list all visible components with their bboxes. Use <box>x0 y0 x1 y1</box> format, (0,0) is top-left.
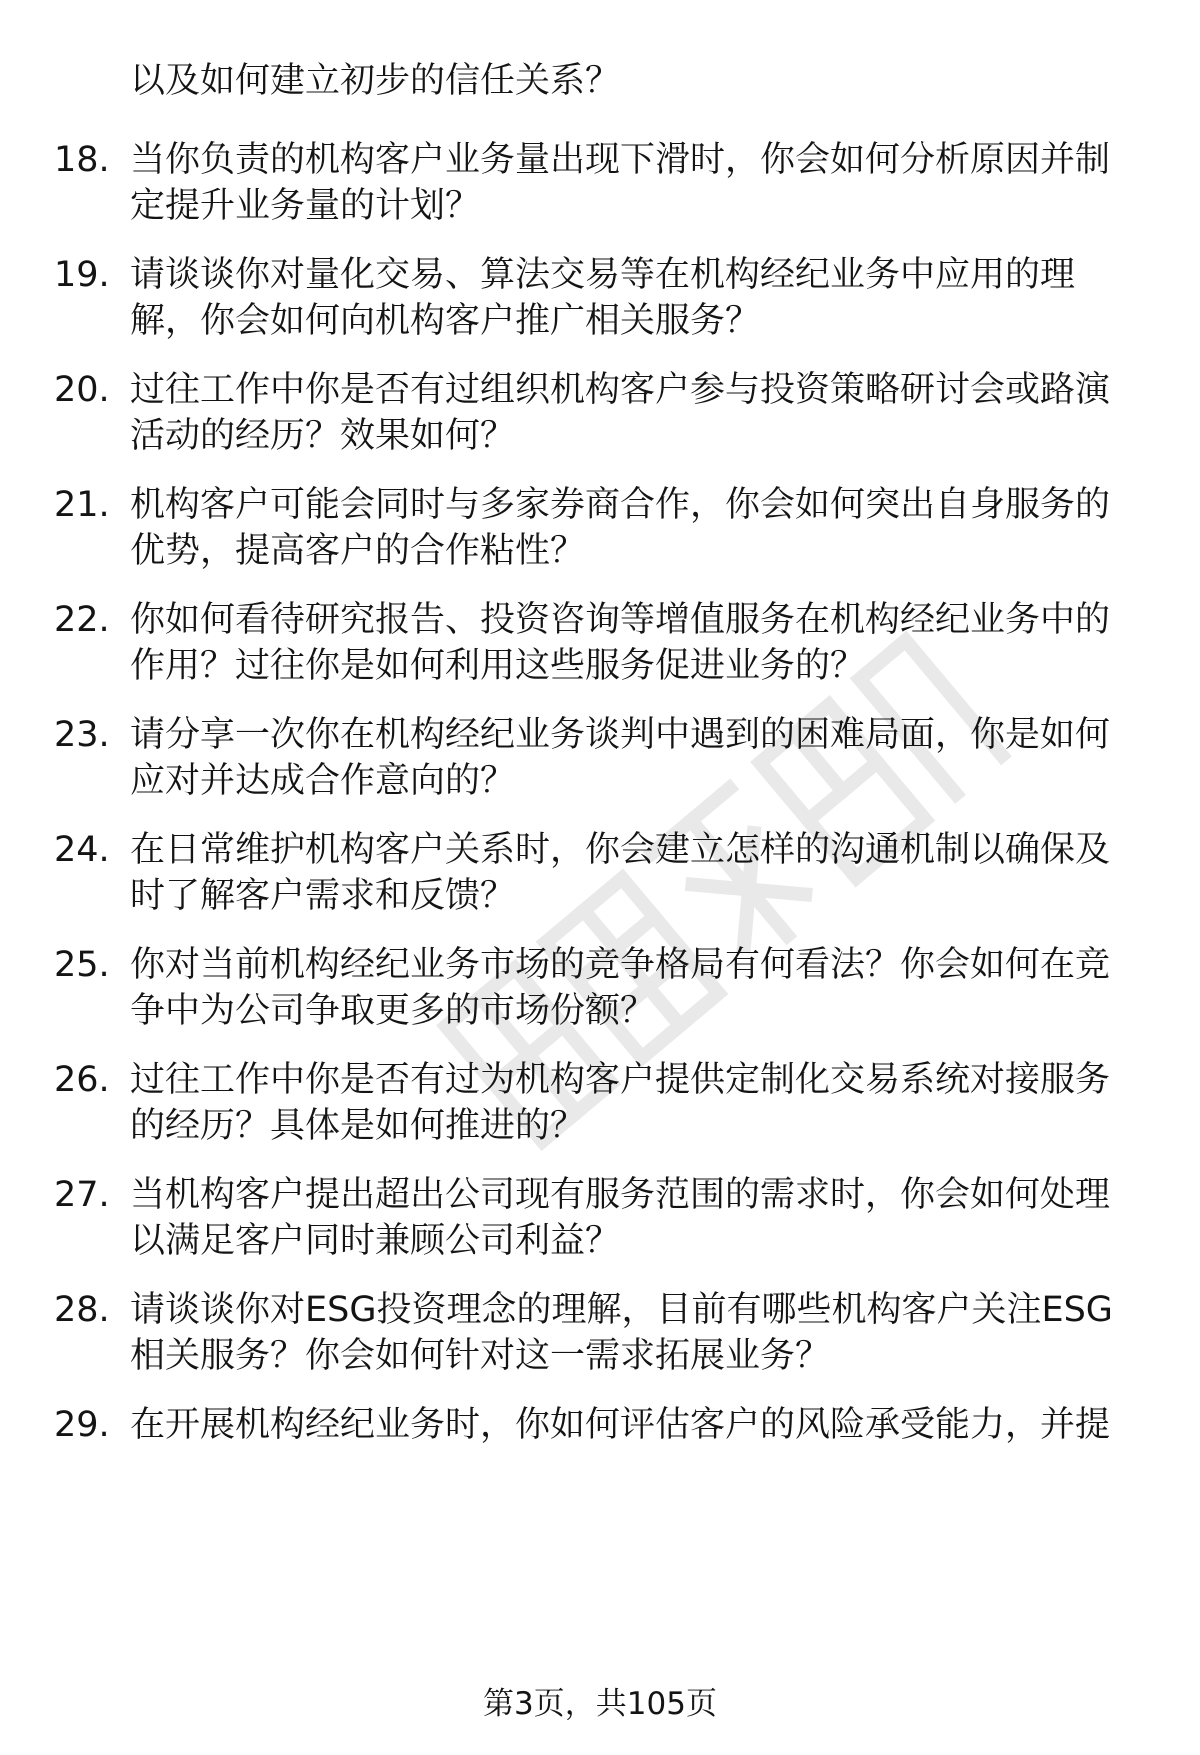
question-item <box>0 482 1200 574</box>
question-text-line: 请谈谈你对ESG投资理念的理解，目前有哪些机构客户关注ESG <box>130 1290 1113 1330</box>
question-number: 18. <box>54 140 110 180</box>
question-text-line: 解，你会如何向机构客户推广相关服务？ <box>130 301 761 341</box>
question-text-line: 请谈谈你对量化交易、算法交易等在机构经纪业务中应用的理 <box>130 255 1076 295</box>
question-number: 24. <box>54 830 110 870</box>
question-text-line: 当你负责的机构客户业务量出现下滑时，你会如何分析原因并制 <box>130 140 1111 180</box>
question-text-line: 请分享一次你在机构经纪业务谈判中遇到的困难局面，你是如何 <box>130 715 1111 755</box>
question-number: 21. <box>54 485 110 525</box>
question-item <box>0 942 1200 1034</box>
question-item <box>0 597 1200 689</box>
question-text-line: 争中为公司争取更多的市场份额？ <box>130 991 656 1031</box>
question-text-line: 的经历？具体是如何推进的？ <box>130 1106 586 1146</box>
question-number: 19. <box>54 255 110 295</box>
question-text-line: 时了解客户需求和反馈？ <box>130 876 516 916</box>
question-number: 28. <box>54 1290 110 1330</box>
question-text-line: 定提升业务量的计划？ <box>130 186 481 226</box>
question-item <box>0 712 1200 804</box>
question-text-line: 在日常维护机构客户关系时，你会建立怎样的沟通机制以确保及 <box>130 830 1111 870</box>
continuation-line: 以及如何建立初步的信任关系？ <box>130 61 621 101</box>
question-text-line: 机构客户可能会同时与多家券商合作，你会如何突出自身服务的 <box>130 485 1111 525</box>
question-text-line: 你对当前机构经纪业务市场的竞争格局有何看法？你会如何在竞 <box>130 945 1111 985</box>
question-text-line: 在开展机构经纪业务时，你如何评估客户的风险承受能力，并提 <box>130 1405 1111 1445</box>
question-item <box>0 1172 1200 1264</box>
question-text-line: 过往工作中你是否有过组织机构客户参与投资策略研讨会或路演 <box>130 370 1111 410</box>
question-number: 22. <box>54 600 110 640</box>
question-text-line: 你如何看待研究报告、投资咨询等增值服务在机构经纪业务中的 <box>130 600 1111 640</box>
question-text-line: 以满足客户同时兼顾公司利益？ <box>130 1221 621 1261</box>
question-text-line: 相关服务？你会如何针对这一需求拓展业务？ <box>130 1336 831 1376</box>
question-text-line: 活动的经历？效果如何？ <box>130 416 516 456</box>
question-text-line: 优势，提高客户的合作粘性？ <box>130 531 586 571</box>
page-footer: 第3页，共105页 <box>483 1686 717 1722</box>
question-text-line: 作用？过往你是如何利用这些服务促进业务的？ <box>130 646 866 686</box>
question-text-line: 应对并达成合作意向的？ <box>130 761 516 801</box>
question-item <box>0 827 1200 919</box>
question-number: 20. <box>54 370 110 410</box>
question-item <box>0 1057 1200 1149</box>
question-item <box>0 137 1200 229</box>
question-item <box>0 367 1200 459</box>
question-text-line: 当机构客户提出超出公司现有服务范围的需求时，你会如何处理 <box>130 1175 1111 1215</box>
question-number: 26. <box>54 1060 110 1100</box>
question-text-line: 过往工作中你是否有过为机构客户提供定制化交易系统对接服务 <box>130 1060 1111 1100</box>
question-item <box>0 1402 1200 1494</box>
question-number: 27. <box>54 1175 110 1215</box>
question-item <box>0 252 1200 344</box>
question-number: 25. <box>54 945 110 985</box>
question-number: 29. <box>54 1405 110 1445</box>
question-number: 23. <box>54 715 110 755</box>
question-item <box>0 1287 1200 1379</box>
